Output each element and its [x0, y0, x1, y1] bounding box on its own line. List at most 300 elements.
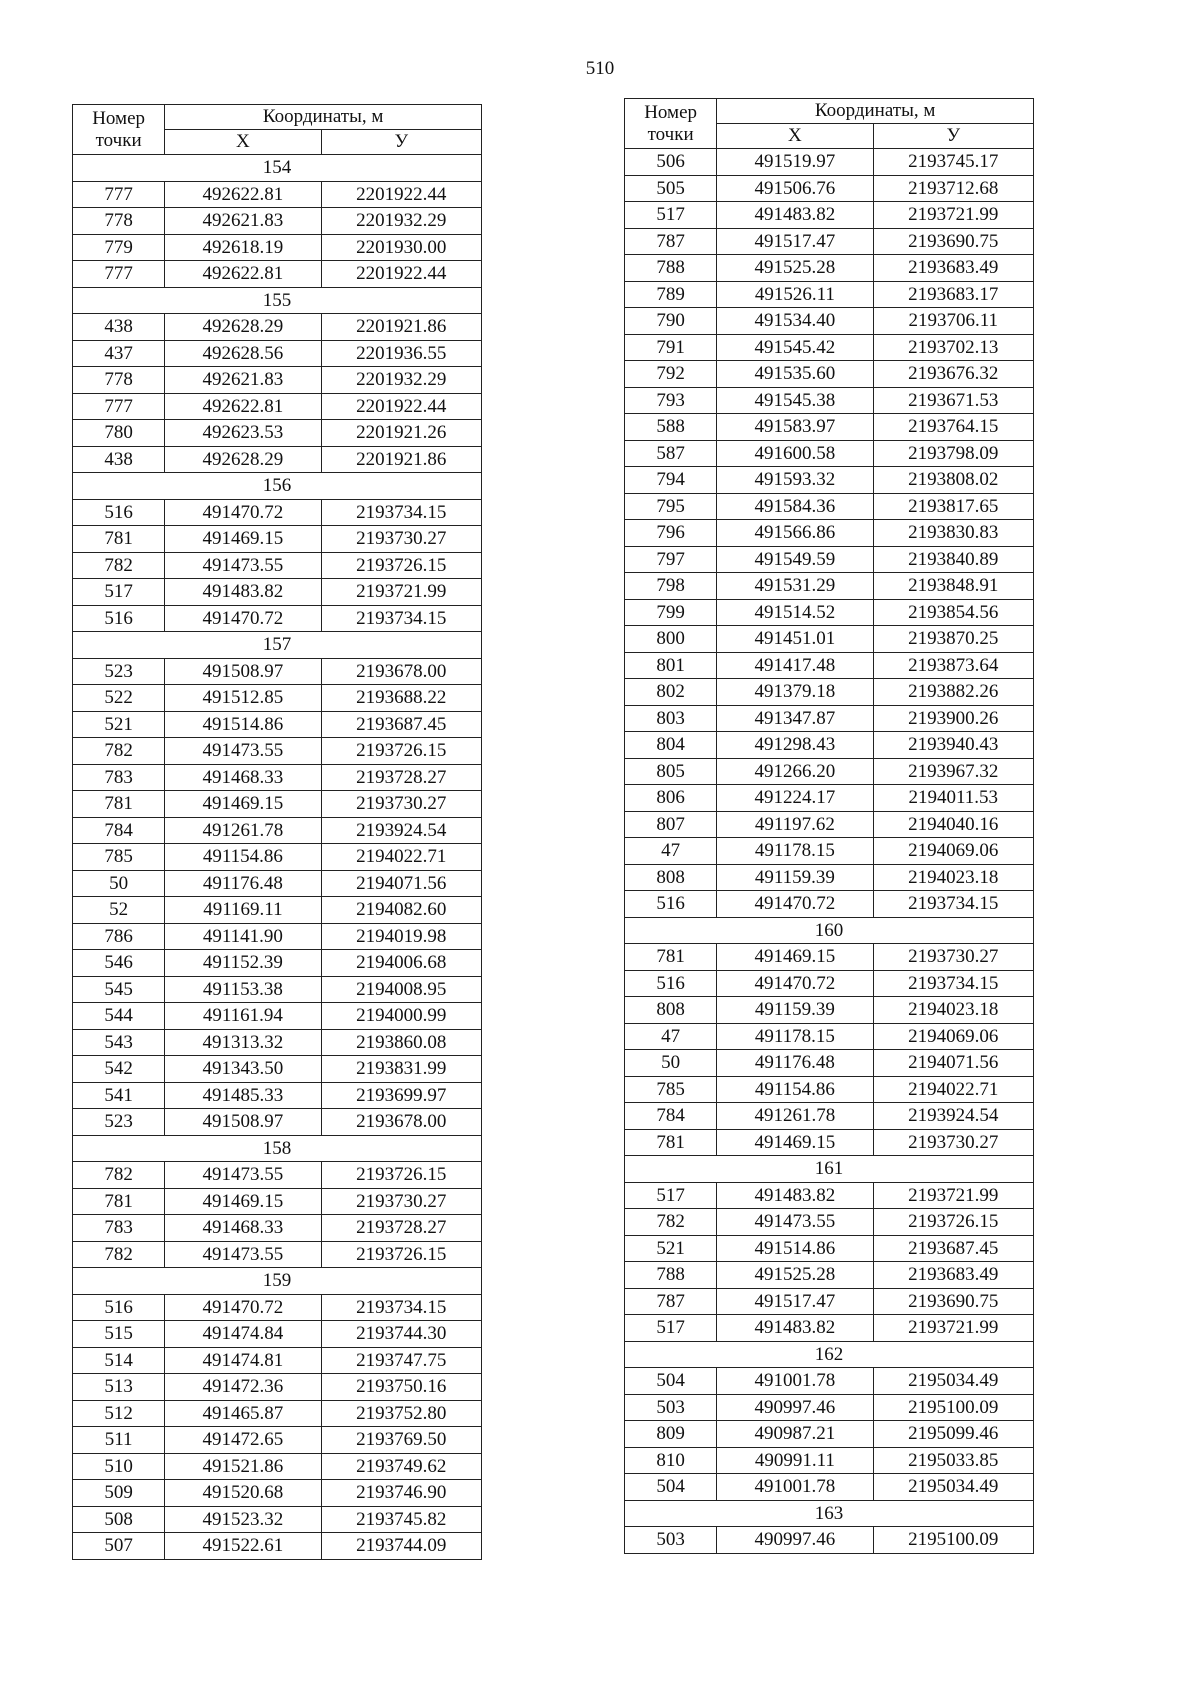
point-number-cell: 788 [625, 255, 717, 282]
table-row [73, 261, 482, 288]
table-row [73, 1082, 482, 1109]
y-coordinate-cell: 2193734.15 [321, 605, 481, 632]
point-number-cell: 438 [73, 314, 165, 341]
y-coordinate-cell: 2193940.43 [873, 732, 1033, 759]
y-coordinate-cell: 2193730.27 [873, 944, 1033, 971]
x-coordinate-cell: 492628.29 [165, 314, 321, 341]
point-number-cell: 544 [73, 1003, 165, 1030]
y-coordinate-cell: 2193734.15 [321, 1294, 481, 1321]
point-number-cell: 784 [73, 817, 165, 844]
table-row [625, 652, 1034, 679]
y-coordinate-cell: 2194006.68 [321, 950, 481, 977]
x-coordinate-cell: 491470.72 [165, 605, 321, 632]
point-number-cell: 546 [73, 950, 165, 977]
table-row [625, 467, 1034, 494]
point-number-cell: 515 [73, 1321, 165, 1348]
x-coordinate-cell: 491522.61 [165, 1533, 321, 1560]
y-coordinate-cell: 2193688.22 [321, 685, 481, 712]
table-row [625, 202, 1034, 229]
point-number-cell: 786 [73, 923, 165, 950]
table-row [73, 1480, 482, 1507]
x-coordinate-cell: 491470.72 [717, 891, 873, 918]
x-coordinate-cell: 492621.83 [165, 367, 321, 394]
y-coordinate-cell: 2193687.45 [873, 1235, 1033, 1262]
point-number-cell: 541 [73, 1082, 165, 1109]
table-row [73, 579, 482, 606]
point-number-header-line2: точки [647, 123, 694, 145]
y-coordinate-cell: 2194008.95 [321, 976, 481, 1003]
table-header [625, 99, 1034, 149]
table-row [73, 499, 482, 526]
table-row [73, 420, 482, 447]
y-header: У [321, 130, 481, 155]
table-row [73, 1427, 482, 1454]
table-row [625, 705, 1034, 732]
x-coordinate-cell: 491197.62 [717, 811, 873, 838]
point-number-cell: 545 [73, 976, 165, 1003]
point-number-cell: 778 [73, 367, 165, 394]
x-coordinate-cell: 491566.86 [717, 520, 873, 547]
section-label: 160 [625, 917, 1034, 944]
point-number-cell: 511 [73, 1427, 165, 1454]
x-coordinate-cell: 491549.59 [717, 546, 873, 573]
x-coordinate-cell: 491473.55 [717, 1209, 873, 1236]
table-row [625, 970, 1034, 997]
x-coordinate-cell: 491483.82 [717, 1315, 873, 1342]
y-coordinate-cell: 2193721.99 [321, 579, 481, 606]
y-coordinate-cell: 2195033.85 [873, 1447, 1033, 1474]
y-coordinate-cell: 2201921.86 [321, 446, 481, 473]
point-number-cell: 781 [625, 944, 717, 971]
x-coordinate-cell: 491141.90 [165, 923, 321, 950]
table-row [625, 864, 1034, 891]
y-coordinate-cell: 2193734.15 [321, 499, 481, 526]
x-coordinate-cell: 491154.86 [165, 844, 321, 871]
y-coordinate-cell: 2193712.68 [873, 175, 1033, 202]
y-coordinate-cell: 2193750.16 [321, 1374, 481, 1401]
x-coordinate-cell: 491261.78 [717, 1103, 873, 1130]
table-row [625, 546, 1034, 573]
y-coordinate-cell: 2194022.71 [873, 1076, 1033, 1103]
table-row [73, 181, 482, 208]
section-row [73, 473, 482, 500]
x-coordinate-cell: 492622.81 [165, 393, 321, 420]
x-coordinate-cell: 491506.76 [717, 175, 873, 202]
x-coordinate-cell: 491508.97 [165, 658, 321, 685]
x-coordinate-cell: 491473.55 [165, 552, 321, 579]
y-coordinate-cell: 2201932.29 [321, 208, 481, 235]
y-coordinate-cell: 2193678.00 [321, 1109, 481, 1136]
x-coordinate-cell: 491347.87 [717, 705, 873, 732]
point-number-cell: 778 [73, 208, 165, 235]
table-row [73, 897, 482, 924]
x-coordinate-cell: 491485.33 [165, 1082, 321, 1109]
point-number-cell: 807 [625, 811, 717, 838]
point-number-cell: 47 [625, 838, 717, 865]
y-coordinate-cell: 2193690.75 [873, 228, 1033, 255]
y-coordinate-cell: 2193830.83 [873, 520, 1033, 547]
y-coordinate-cell: 2193817.65 [873, 493, 1033, 520]
point-number-cell: 506 [625, 149, 717, 176]
y-coordinate-cell: 2194069.06 [873, 838, 1033, 865]
table-row [625, 520, 1034, 547]
y-coordinate-cell: 2193726.15 [321, 552, 481, 579]
y-coordinate-cell: 2195099.46 [873, 1421, 1033, 1448]
x-coordinate-cell: 491473.55 [165, 738, 321, 765]
y-coordinate-cell: 2193798.09 [873, 440, 1033, 467]
x-coordinate-cell: 491176.48 [717, 1050, 873, 1077]
y-coordinate-cell: 2193671.53 [873, 387, 1033, 414]
point-number-cell: 782 [625, 1209, 717, 1236]
section-label: 159 [73, 1268, 482, 1295]
y-coordinate-cell: 2195100.09 [873, 1527, 1033, 1554]
x-coordinate-cell: 491583.97 [717, 414, 873, 441]
y-coordinate-cell: 2194023.18 [873, 864, 1033, 891]
table-row [73, 1056, 482, 1083]
table-row [73, 738, 482, 765]
point-number-cell: 523 [73, 1109, 165, 1136]
point-number-cell: 516 [73, 605, 165, 632]
point-number-cell: 806 [625, 785, 717, 812]
table-row [625, 1235, 1034, 1262]
y-coordinate-cell: 2194071.56 [321, 870, 481, 897]
point-number-cell: 804 [625, 732, 717, 759]
table-row [625, 891, 1034, 918]
point-number-cell: 798 [625, 573, 717, 600]
y-coordinate-cell: 2195034.49 [873, 1368, 1033, 1395]
table-row [625, 281, 1034, 308]
point-number-cell: 784 [625, 1103, 717, 1130]
table-body-left [73, 155, 482, 1560]
x-coordinate-cell: 491469.15 [717, 1129, 873, 1156]
point-number-cell: 505 [625, 175, 717, 202]
point-number-cell: 587 [625, 440, 717, 467]
y-coordinate-cell: 2193734.15 [873, 891, 1033, 918]
x-coordinate-cell: 491517.47 [717, 228, 873, 255]
y-coordinate-cell: 2193702.13 [873, 334, 1033, 361]
x-coordinate-cell: 491472.65 [165, 1427, 321, 1454]
y-coordinate-cell: 2193744.30 [321, 1321, 481, 1348]
y-coordinate-cell: 2194022.71 [321, 844, 481, 871]
x-coordinate-cell: 492628.56 [165, 340, 321, 367]
table-row [73, 844, 482, 871]
point-number-header [73, 105, 165, 155]
x-coordinate-cell: 491313.32 [165, 1029, 321, 1056]
point-number-cell: 808 [625, 864, 717, 891]
x-coordinate-cell: 491483.82 [717, 202, 873, 229]
point-number-cell: 810 [625, 1447, 717, 1474]
table-row [73, 1506, 482, 1533]
point-number-cell: 801 [625, 652, 717, 679]
point-number-cell: 792 [625, 361, 717, 388]
table-row [625, 758, 1034, 785]
point-number-cell: 588 [625, 414, 717, 441]
table-row [73, 1188, 482, 1215]
table-row [625, 1129, 1034, 1156]
table-row [625, 1421, 1034, 1448]
table-row [73, 791, 482, 818]
table-header [73, 105, 482, 155]
y-coordinate-cell: 2193721.99 [873, 202, 1033, 229]
point-number-cell: 509 [73, 1480, 165, 1507]
point-number-cell: 782 [73, 1162, 165, 1189]
section-row [73, 155, 482, 182]
y-coordinate-cell: 2193870.25 [873, 626, 1033, 653]
x-coordinate-cell: 491545.38 [717, 387, 873, 414]
x-coordinate-cell: 492628.29 [165, 446, 321, 473]
x-coordinate-cell: 492618.19 [165, 234, 321, 261]
x-coordinate-cell: 491470.72 [165, 1294, 321, 1321]
x-coordinate-cell: 491469.15 [165, 791, 321, 818]
x-coordinate-cell: 491525.28 [717, 255, 873, 282]
point-number-cell: 782 [73, 552, 165, 579]
table-row [73, 1321, 482, 1348]
table-row [625, 1262, 1034, 1289]
point-number-cell: 809 [625, 1421, 717, 1448]
point-number-cell: 52 [73, 897, 165, 924]
table-row [73, 950, 482, 977]
x-coordinate-cell: 492622.81 [165, 181, 321, 208]
section-row [73, 287, 482, 314]
y-coordinate-cell: 2193860.08 [321, 1029, 481, 1056]
x-coordinate-cell: 491343.50 [165, 1056, 321, 1083]
table-row [625, 1076, 1034, 1103]
point-number-cell: 438 [73, 446, 165, 473]
x-coordinate-cell: 491600.58 [717, 440, 873, 467]
x-coordinate-cell: 490997.46 [717, 1394, 873, 1421]
x-coordinate-cell: 491520.68 [165, 1480, 321, 1507]
table-row [625, 308, 1034, 335]
point-number-cell: 785 [625, 1076, 717, 1103]
coordinates-header: Координаты, м [717, 99, 1034, 124]
x-coordinate-cell: 490991.11 [717, 1447, 873, 1474]
x-coordinate-cell: 491519.97 [717, 149, 873, 176]
y-coordinate-cell: 2201921.86 [321, 314, 481, 341]
x-coordinate-cell: 491514.52 [717, 599, 873, 626]
x-coordinate-cell: 491473.55 [165, 1241, 321, 1268]
point-number-cell: 503 [625, 1394, 717, 1421]
x-coordinate-cell: 491483.82 [717, 1182, 873, 1209]
y-coordinate-cell: 2193728.27 [321, 1215, 481, 1242]
x-coordinate-cell: 491468.33 [165, 764, 321, 791]
section-label: 157 [73, 632, 482, 659]
table-row [625, 573, 1034, 600]
point-number-cell: 803 [625, 705, 717, 732]
point-number-cell: 516 [625, 970, 717, 997]
y-coordinate-cell: 2194023.18 [873, 997, 1033, 1024]
y-coordinate-cell: 2193745.82 [321, 1506, 481, 1533]
point-number-cell: 510 [73, 1453, 165, 1480]
y-coordinate-cell: 2193726.15 [321, 1162, 481, 1189]
table-row [73, 923, 482, 950]
point-number-cell: 790 [625, 308, 717, 335]
y-coordinate-cell: 2193924.54 [321, 817, 481, 844]
table-row [625, 1209, 1034, 1236]
x-coordinate-cell: 491545.42 [717, 334, 873, 361]
point-number-cell: 521 [625, 1235, 717, 1262]
point-number-cell: 795 [625, 493, 717, 520]
x-coordinate-cell: 491473.55 [165, 1162, 321, 1189]
point-number-cell: 504 [625, 1474, 717, 1501]
section-label: 163 [625, 1500, 1034, 1527]
table-row [73, 1003, 482, 1030]
table-row [73, 1347, 482, 1374]
x-coordinate-cell: 491154.86 [717, 1076, 873, 1103]
section-row [73, 1268, 482, 1295]
x-coordinate-cell: 491468.33 [165, 1215, 321, 1242]
section-label: 155 [73, 287, 482, 314]
point-number-cell: 504 [625, 1368, 717, 1395]
y-coordinate-cell: 2195100.09 [873, 1394, 1033, 1421]
table-row [73, 658, 482, 685]
point-number-cell: 781 [625, 1129, 717, 1156]
section-row [625, 1500, 1034, 1527]
point-number-cell: 797 [625, 546, 717, 573]
y-coordinate-cell: 2193924.54 [873, 1103, 1033, 1130]
y-coordinate-cell: 2194069.06 [873, 1023, 1033, 1050]
y-coordinate-cell: 2193831.99 [321, 1056, 481, 1083]
y-coordinate-cell: 2201922.44 [321, 261, 481, 288]
section-label: 162 [625, 1341, 1034, 1368]
table-row [625, 838, 1034, 865]
y-coordinate-cell: 2201932.29 [321, 367, 481, 394]
y-coordinate-cell: 2193734.15 [873, 970, 1033, 997]
table-row [625, 811, 1034, 838]
table-row [625, 599, 1034, 626]
table-row [625, 228, 1034, 255]
point-number-cell: 787 [625, 1288, 717, 1315]
coordinates-table-right [624, 98, 1034, 1554]
point-number-cell: 808 [625, 997, 717, 1024]
y-coordinate-cell: 2193749.62 [321, 1453, 481, 1480]
table-row [73, 526, 482, 553]
table-row [625, 1527, 1034, 1554]
table-row [73, 552, 482, 579]
table-row [73, 1400, 482, 1427]
y-coordinate-cell: 2193683.17 [873, 281, 1033, 308]
section-row [625, 917, 1034, 944]
point-number-header-line1: Номер [92, 107, 146, 129]
table-row [625, 1315, 1034, 1342]
point-number-cell: 508 [73, 1506, 165, 1533]
table-row [625, 149, 1034, 176]
x-coordinate-cell: 491176.48 [165, 870, 321, 897]
table-row [625, 626, 1034, 653]
y-coordinate-cell: 2193683.49 [873, 255, 1033, 282]
y-coordinate-cell: 2193726.15 [321, 1241, 481, 1268]
table-row [73, 817, 482, 844]
x-coordinate-cell: 492623.53 [165, 420, 321, 447]
table-row [625, 785, 1034, 812]
y-coordinate-cell: 2193683.49 [873, 1262, 1033, 1289]
x-coordinate-cell: 491379.18 [717, 679, 873, 706]
point-number-cell: 517 [625, 1315, 717, 1342]
y-coordinate-cell: 2193900.26 [873, 705, 1033, 732]
x-coordinate-cell: 491152.39 [165, 950, 321, 977]
point-number-header-line2: точки [95, 129, 142, 151]
x-coordinate-cell: 491508.97 [165, 1109, 321, 1136]
x-coordinate-cell: 492621.83 [165, 208, 321, 235]
point-number-cell: 780 [73, 420, 165, 447]
y-coordinate-cell: 2194019.98 [321, 923, 481, 950]
x-coordinate-cell: 491512.85 [165, 685, 321, 712]
x-coordinate-cell: 491593.32 [717, 467, 873, 494]
table-row [625, 414, 1034, 441]
table-row [625, 1474, 1034, 1501]
x-coordinate-cell: 492622.81 [165, 261, 321, 288]
table-row [73, 1374, 482, 1401]
y-coordinate-cell: 2194071.56 [873, 1050, 1033, 1077]
y-coordinate-cell: 2193726.15 [873, 1209, 1033, 1236]
point-number-cell: 791 [625, 334, 717, 361]
point-number-cell: 517 [625, 1182, 717, 1209]
x-coordinate-cell: 491298.43 [717, 732, 873, 759]
y-coordinate-cell: 2193745.17 [873, 149, 1033, 176]
x-coordinate-cell: 491474.81 [165, 1347, 321, 1374]
x-coordinate-cell: 491169.11 [165, 897, 321, 924]
table-row [625, 1447, 1034, 1474]
y-coordinate-cell: 2193752.80 [321, 1400, 481, 1427]
table-row [73, 208, 482, 235]
y-coordinate-cell: 2193721.99 [873, 1182, 1033, 1209]
point-number-cell: 785 [73, 844, 165, 871]
x-coordinate-cell: 491474.84 [165, 1321, 321, 1348]
table-row [73, 605, 482, 632]
table-row [73, 685, 482, 712]
y-coordinate-cell: 2201936.55 [321, 340, 481, 367]
table-row [625, 440, 1034, 467]
section-row [73, 632, 482, 659]
table-row [73, 764, 482, 791]
table-row [73, 367, 482, 394]
point-number-cell: 507 [73, 1533, 165, 1560]
y-coordinate-cell: 2193967.32 [873, 758, 1033, 785]
x-coordinate-cell: 491159.39 [717, 864, 873, 891]
point-number-cell: 503 [625, 1527, 717, 1554]
x-coordinate-cell: 491470.72 [717, 970, 873, 997]
y-coordinate-cell: 2193699.97 [321, 1082, 481, 1109]
y-coordinate-cell: 2193747.75 [321, 1347, 481, 1374]
table-row [73, 1215, 482, 1242]
y-coordinate-cell: 2194040.16 [873, 811, 1033, 838]
x-coordinate-cell: 491451.01 [717, 626, 873, 653]
y-coordinate-cell: 2193764.15 [873, 414, 1033, 441]
section-label: 158 [73, 1135, 482, 1162]
coordinates-table-left [72, 104, 482, 1560]
x-coordinate-cell: 491224.17 [717, 785, 873, 812]
point-number-cell: 514 [73, 1347, 165, 1374]
y-coordinate-cell: 2193873.64 [873, 652, 1033, 679]
y-coordinate-cell: 2195034.49 [873, 1474, 1033, 1501]
table-row [73, 1241, 482, 1268]
point-number-cell: 783 [73, 1215, 165, 1242]
x-coordinate-cell: 491469.15 [165, 526, 321, 553]
x-coordinate-cell: 491161.94 [165, 1003, 321, 1030]
y-coordinate-cell: 2193721.99 [873, 1315, 1033, 1342]
table-row [73, 711, 482, 738]
y-coordinate-cell: 2194000.99 [321, 1003, 481, 1030]
section-label: 156 [73, 473, 482, 500]
table-row [625, 1103, 1034, 1130]
y-coordinate-cell: 2193706.11 [873, 308, 1033, 335]
point-number-cell: 47 [625, 1023, 717, 1050]
point-number-cell: 777 [73, 393, 165, 420]
table-row [625, 334, 1034, 361]
point-number-cell: 788 [625, 1262, 717, 1289]
point-number-cell: 542 [73, 1056, 165, 1083]
table-row [625, 679, 1034, 706]
x-coordinate-cell: 491465.87 [165, 1400, 321, 1427]
